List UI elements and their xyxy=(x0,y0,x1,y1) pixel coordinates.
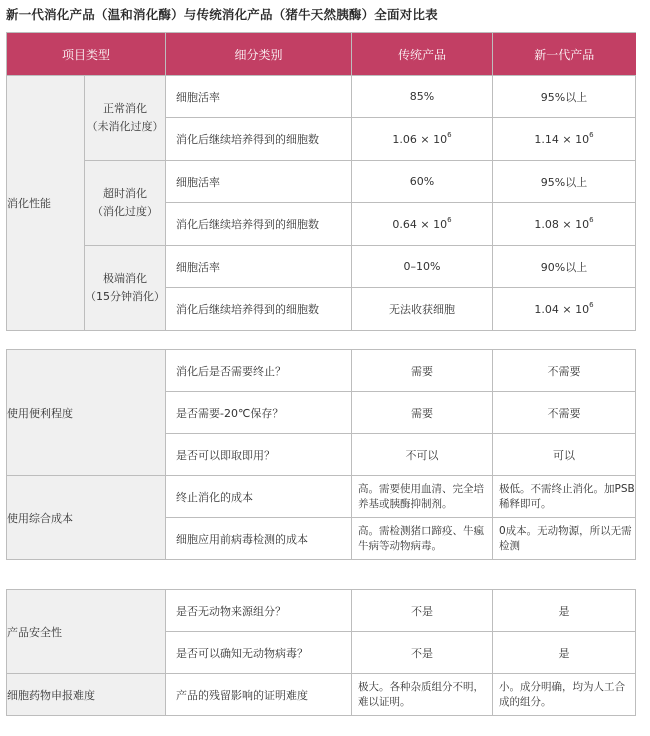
value-base: 0.64 × 10 xyxy=(392,217,448,231)
value-base: 1.06 × 10 xyxy=(392,132,448,146)
header-item-type: 项目类型 xyxy=(7,33,166,76)
table-row xyxy=(7,246,636,288)
row-label: 细胞活率 xyxy=(166,246,352,288)
subgroup-normal-digestion xyxy=(85,76,166,161)
category-overall-cost: 使用综合成本 xyxy=(7,476,166,560)
header-new-product: 新一代产品 xyxy=(493,33,636,76)
traditional-value: 无法收获细胞 xyxy=(352,288,493,331)
new-value xyxy=(493,288,636,331)
subgroup-extreme-digestion xyxy=(85,246,166,331)
value-exponent: 6 xyxy=(447,130,452,139)
traditional-value: 不是 xyxy=(352,632,493,674)
subgroup-note: （未消化过度） xyxy=(86,120,164,133)
safety-declaration-table xyxy=(6,589,636,716)
new-value: 95%以上 xyxy=(493,161,636,203)
table-header-row xyxy=(7,33,636,76)
subgroup-note: （15分钟消化） xyxy=(85,290,165,303)
convenience-cost-table xyxy=(6,349,636,560)
traditional-value: 0–10% xyxy=(352,246,493,288)
new-value: 不需要 xyxy=(493,392,636,434)
value-base: 1.14 × 10 xyxy=(534,132,590,146)
new-value: 极低。不需终止消化。加PSB稀释即可。 xyxy=(493,476,636,518)
table-row xyxy=(7,476,636,518)
row-label: 是否可以即取即用？ xyxy=(166,434,352,476)
traditional-value: 60% xyxy=(352,161,493,203)
traditional-value: 需要 xyxy=(352,392,493,434)
header-subcategory: 细分类别 xyxy=(166,33,352,76)
table-row xyxy=(7,161,636,203)
category-product-safety: 产品安全性 xyxy=(7,590,166,674)
subgroup-overtime-digestion xyxy=(85,161,166,246)
subgroup-name: 正常消化 xyxy=(103,102,147,115)
traditional-value: 不是 xyxy=(352,590,493,632)
traditional-value xyxy=(352,203,493,246)
row-label: 终止消化的成本 xyxy=(166,476,352,518)
new-value: 可以 xyxy=(493,434,636,476)
category-digestion-performance: 消化性能 xyxy=(7,76,85,331)
value-exponent: 6 xyxy=(589,300,594,309)
page-title: 新一代消化产品（温和消化酶）与传统消化产品（猪牛天然胰酶）全面对比表 xyxy=(6,7,438,22)
new-value xyxy=(493,118,636,161)
new-value: 小。成分明确，均为人工合成的组分。 xyxy=(493,674,636,716)
traditional-value xyxy=(352,118,493,161)
traditional-value: 需要 xyxy=(352,350,493,392)
row-label: 消化后继续培养得到的细胞数 xyxy=(166,118,352,161)
value-base: 1.04 × 10 xyxy=(534,302,590,316)
value-exponent: 6 xyxy=(589,215,594,224)
value-base: 1.08 × 10 xyxy=(534,217,590,231)
row-label: 是否需要-20℃保存？ xyxy=(166,392,352,434)
table-row xyxy=(7,76,636,118)
subgroup-name: 极端消化 xyxy=(103,272,147,285)
subgroup-note: （消化过度） xyxy=(92,205,158,218)
row-label: 消化后是否需要终止？ xyxy=(166,350,352,392)
traditional-value: 高。需检测猪口蹄疫、牛瘋牛病等动物病毒。 xyxy=(352,518,493,560)
row-label: 消化后继续培养得到的细胞数 xyxy=(166,203,352,246)
traditional-value: 高。需要使用血清、完全培养基或胰酶抑制剂。 xyxy=(352,476,493,518)
table-row xyxy=(7,590,636,632)
row-label: 细胞活率 xyxy=(166,76,352,118)
new-value: 90%以上 xyxy=(493,246,636,288)
traditional-value: 不可以 xyxy=(352,434,493,476)
category-drug-declaration: 细胞药物申报难度 xyxy=(7,674,166,716)
value-exponent: 6 xyxy=(447,215,452,224)
new-value: 95%以上 xyxy=(493,76,636,118)
new-value: 不需要 xyxy=(493,350,636,392)
header-traditional-product: 传统产品 xyxy=(352,33,493,76)
category-convenience: 使用便利程度 xyxy=(7,350,166,476)
digestion-performance-table xyxy=(6,32,636,331)
traditional-value: 85% xyxy=(352,76,493,118)
row-label: 细胞应用前病毒检测的成本 xyxy=(166,518,352,560)
traditional-value: 极大。各种杂质组分不明，难以证明。 xyxy=(352,674,493,716)
table-row xyxy=(7,350,636,392)
subgroup-name: 超时消化 xyxy=(103,187,147,200)
new-value: 0成本。无动物源，所以无需检测 xyxy=(493,518,636,560)
row-label: 消化后继续培养得到的细胞数 xyxy=(166,288,352,331)
row-label: 是否可以确知无动物病毒？ xyxy=(166,632,352,674)
row-label: 产品的残留影响的证明难度 xyxy=(166,674,352,716)
table-row xyxy=(7,674,636,716)
row-label: 是否无动物来源组分？ xyxy=(166,590,352,632)
row-label: 细胞活率 xyxy=(166,161,352,203)
new-value: 是 xyxy=(493,590,636,632)
new-value xyxy=(493,203,636,246)
new-value: 是 xyxy=(493,632,636,674)
value-exponent: 6 xyxy=(589,130,594,139)
